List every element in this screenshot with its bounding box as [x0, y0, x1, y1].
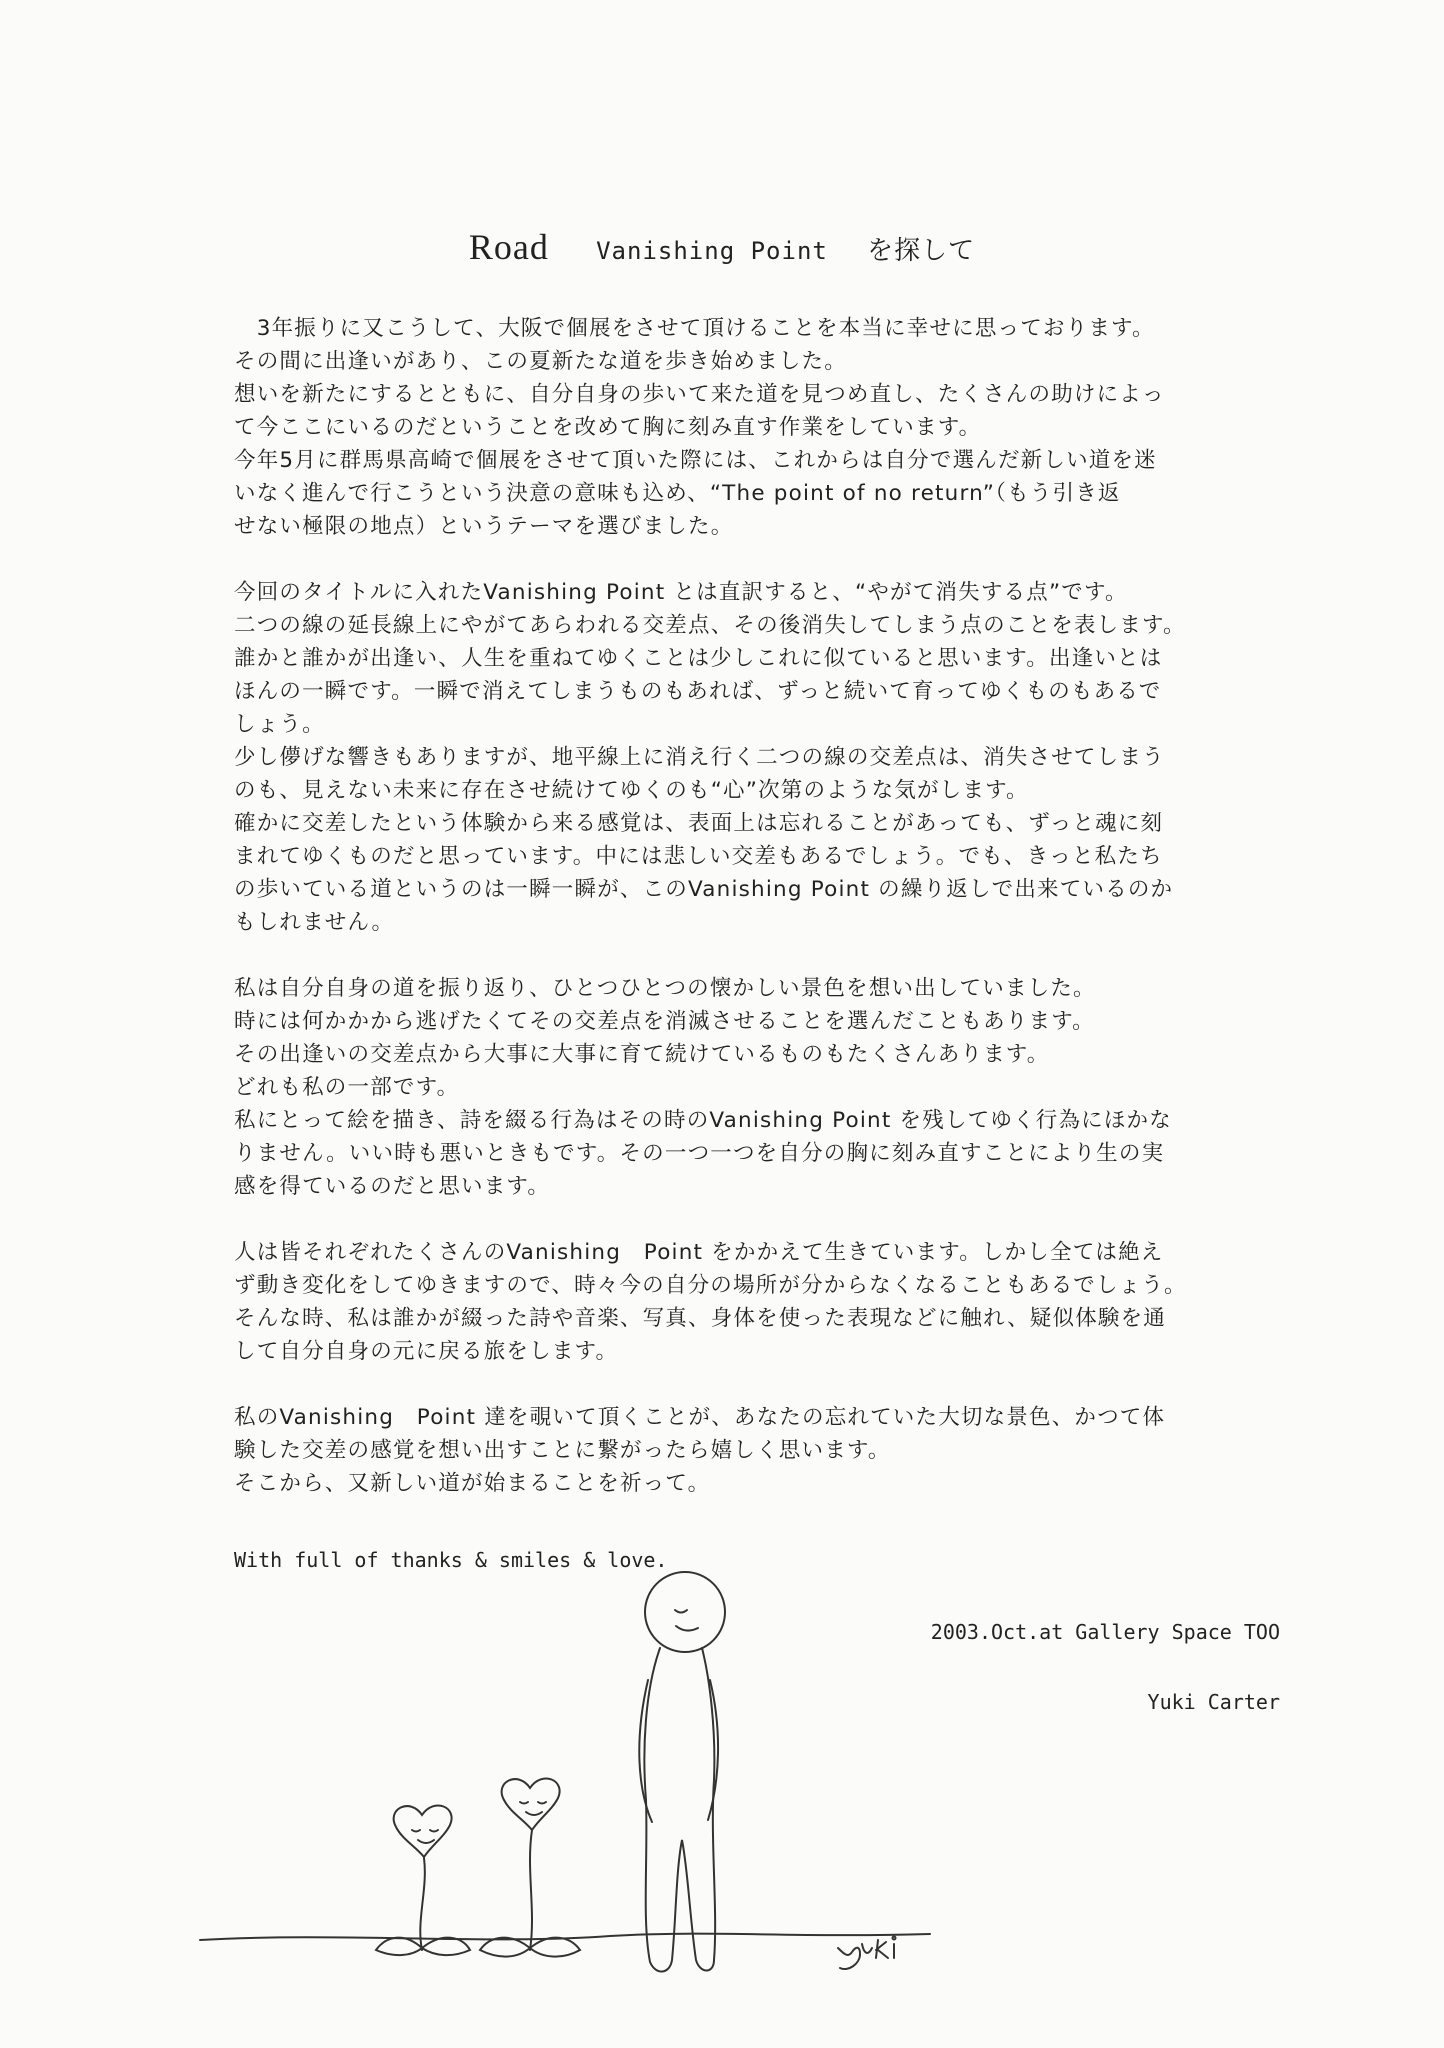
text-line: の歩いている道というのは一瞬一瞬が、このVanishing Point の繰り返しで出来ているのか	[234, 877, 1174, 902]
heart-flower-right	[480, 1779, 580, 1957]
text-line: そこから、又新しい道が始まることを祈って。	[234, 1471, 711, 1496]
paragraph	[234, 312, 1294, 543]
title-sub: Vanishing Point	[596, 237, 828, 265]
yuki-signature	[838, 1937, 896, 1970]
text-line: のも、見えない未来に存在させ続けてゆくのも“心”次第のような気がします。	[234, 778, 1029, 803]
page-title	[0, 226, 1444, 268]
text-line: 少し儚げな響きもありますが、地平線上に消え行く二つの線の交差点は、消失させてしまう	[234, 745, 1165, 770]
text-line: 二つの線の延長線上にやがてあらわれる交差点、その後消失してしまう点のことを表します。	[234, 613, 1186, 638]
hand-drawn-illustration	[190, 1540, 950, 2040]
text-line: 3年振りに又こうして、大阪で個展をさせて頂けることを本当に幸せに思っております。	[234, 316, 1155, 341]
text-line: して自分自身の元に戻る旅をします。	[234, 1339, 619, 1364]
paragraph	[234, 1401, 1294, 1500]
text-line: りません。いい時も悪いときもです。その一つ一つを自分の胸に刻み直すことにより生の実	[234, 1141, 1165, 1166]
text-line: 想いを新たにするとともに、自分自身の歩いて来た道を見つめ直し、たくさんの助けによっ	[234, 382, 1165, 407]
person-figure	[639, 1572, 725, 1972]
paragraph	[234, 1236, 1294, 1368]
text-line: 誰かと誰かが出逢い、人生を重ねてゆくことは少しこれに似ていると思います。出逢いとは	[234, 646, 1163, 671]
text-line: 私にとって絵を描き、詩を綴る行為はその時のVanishing Point を残してゆく行為にほかな	[234, 1108, 1172, 1133]
text-line: その間に出逢いがあり、この夏新たな道を歩き始めました。	[234, 349, 847, 374]
text-line: 験した交差の感覚を想い出すことに繋がったら嬉しく思います。	[234, 1438, 891, 1463]
text-line: ほんの一瞬です。一瞬で消えてしまうものもあれば、ずっと続いて育ってゆくものもあるで	[234, 679, 1162, 704]
letter-body	[234, 312, 1294, 1533]
text-line: せない極限の地点）というテーマを選びました。	[234, 514, 734, 539]
text-line: まれてゆくものだと思っています。中には悲しい交差もあるでしょう。でも、きっと私たち	[234, 844, 1163, 869]
text-line: しょう。	[234, 712, 325, 737]
text-line: どれも私の一部です。	[234, 1075, 460, 1100]
text-line: 今回のタイトルに入れたVanishing Point とは直訳すると、“やがて消失する点”です。	[234, 580, 1128, 605]
text-line: ず動き変化をしてゆきますので、時々今の自分の場所が分からなくなることもあるでしょう。	[234, 1273, 1187, 1298]
text-line: 確かに交差したという体験から来る感覚は、表面上は忘れることがあっても、ずっと魂に刻	[234, 811, 1164, 836]
text-line: 私は自分自身の道を振り返り、ひとつひとつの懐かしい景色を想い出していました。	[234, 976, 1096, 1001]
text-line: 人は皆それぞれたくさんのVanishing Point をかかえて生きています。しかし全ては絶え	[234, 1240, 1164, 1265]
text-line: 時には何かかから逃げたくてその交差点を消滅させることを選んだこともあります。	[234, 1009, 1095, 1034]
text-line: そんな時、私は誰かが綴った詩や音楽、写真、身体を使った表現などに触れ、疑似体験を通	[234, 1306, 1166, 1331]
date-line: 2003.Oct.at Gallery Space TOO	[930, 1620, 1280, 1644]
text-line: 私のVanishing Point 達を覗いて頂くことが、あなたの忘れていた大切な景色、かつて体	[234, 1405, 1166, 1430]
text-line: て今ここにいるのだということを改めて胸に刻み直す作業をしています。	[234, 415, 982, 440]
heart-flower-left	[376, 1806, 470, 1956]
closing-line: With full of thanks & smiles & love.	[234, 1548, 668, 1572]
author-name: Yuki Carter	[1147, 1690, 1280, 1714]
paragraph	[234, 972, 1294, 1203]
title-main: Road	[468, 227, 549, 267]
text-line: 今年5月に群馬県高崎で個展をさせて頂いた際には、これからは自分で選んだ新しい道を迷	[234, 448, 1157, 473]
title-jp: を探して	[867, 236, 976, 266]
text-line: その出逢いの交差点から大事に大事に育て続けているものもたくさんあります。	[234, 1042, 1050, 1067]
paragraph	[234, 576, 1294, 939]
text-line: 感を得ているのだと思います。	[234, 1174, 551, 1199]
text-line: もしれません。	[234, 910, 395, 935]
text-line: いなく進んで行こうという決意の意味も込め、“The point of no return”（もう引き返	[234, 481, 1121, 506]
